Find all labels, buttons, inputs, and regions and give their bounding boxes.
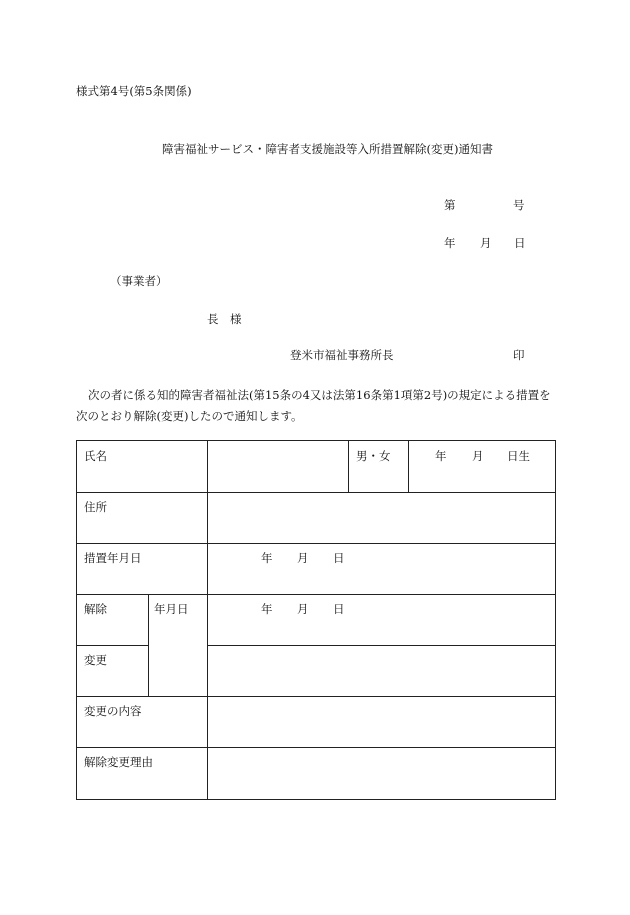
release-day-label: 日 <box>333 602 345 616</box>
seal-mark: 印 <box>513 348 525 362</box>
table-row-divider <box>77 492 555 493</box>
birth-day-label: 日生 <box>507 449 530 463</box>
form-number: 様式第4号(第5条関係) <box>76 84 192 98</box>
reference-number-suffix: 号 <box>513 198 525 212</box>
release-label: 解除 <box>84 602 107 616</box>
table-row-divider <box>207 645 555 646</box>
birth-year-label: 年 <box>435 449 447 463</box>
sex-label: 男・女 <box>356 449 391 463</box>
operator-label: （事業者） <box>110 274 168 288</box>
change-content-label: 変更の内容 <box>84 704 142 718</box>
issue-date-month: 月 <box>480 236 492 250</box>
birth-month-label: 月 <box>472 449 484 463</box>
table-row-divider <box>77 747 555 748</box>
measure-year-label: 年 <box>261 551 273 565</box>
issue-date-day: 日 <box>514 236 526 250</box>
table-row-divider <box>77 696 555 697</box>
table-row-divider <box>77 543 555 544</box>
change-label: 変更 <box>84 653 107 667</box>
release-month-label: 月 <box>297 602 309 616</box>
name-label: 氏名 <box>84 449 107 463</box>
document-title: 障害福祉サービス・障害者支援施設等入所措置解除(変更)通知書 <box>162 142 493 156</box>
issuer-name: 登米市福祉事務所長 <box>290 348 394 362</box>
table-column-divider <box>408 441 409 492</box>
table-column-divider <box>348 441 349 492</box>
table-row-divider <box>77 645 148 646</box>
issue-date-year: 年 <box>444 236 456 250</box>
release-change-date-label: 年月日 <box>154 602 189 616</box>
notice-form-table <box>76 440 556 800</box>
release-year-label: 年 <box>261 602 273 616</box>
table-column-divider <box>207 441 208 799</box>
measure-date-label: 措置年月日 <box>84 551 142 565</box>
table-column-divider <box>148 594 149 696</box>
reference-number-prefix: 第 <box>444 198 456 212</box>
recipient-title: 長 様 <box>207 312 242 326</box>
address-label: 住所 <box>84 500 107 514</box>
measure-month-label: 月 <box>297 551 309 565</box>
measure-day-label: 日 <box>333 551 345 565</box>
notice-body-text: 次の者に係る知的障害者福祉法(第15条の4又は法第16条第1項第2号)の規定による措置を次のとおり解除(変更)したので通知します。 <box>76 388 551 423</box>
reason-label: 解除変更理由 <box>84 755 153 769</box>
